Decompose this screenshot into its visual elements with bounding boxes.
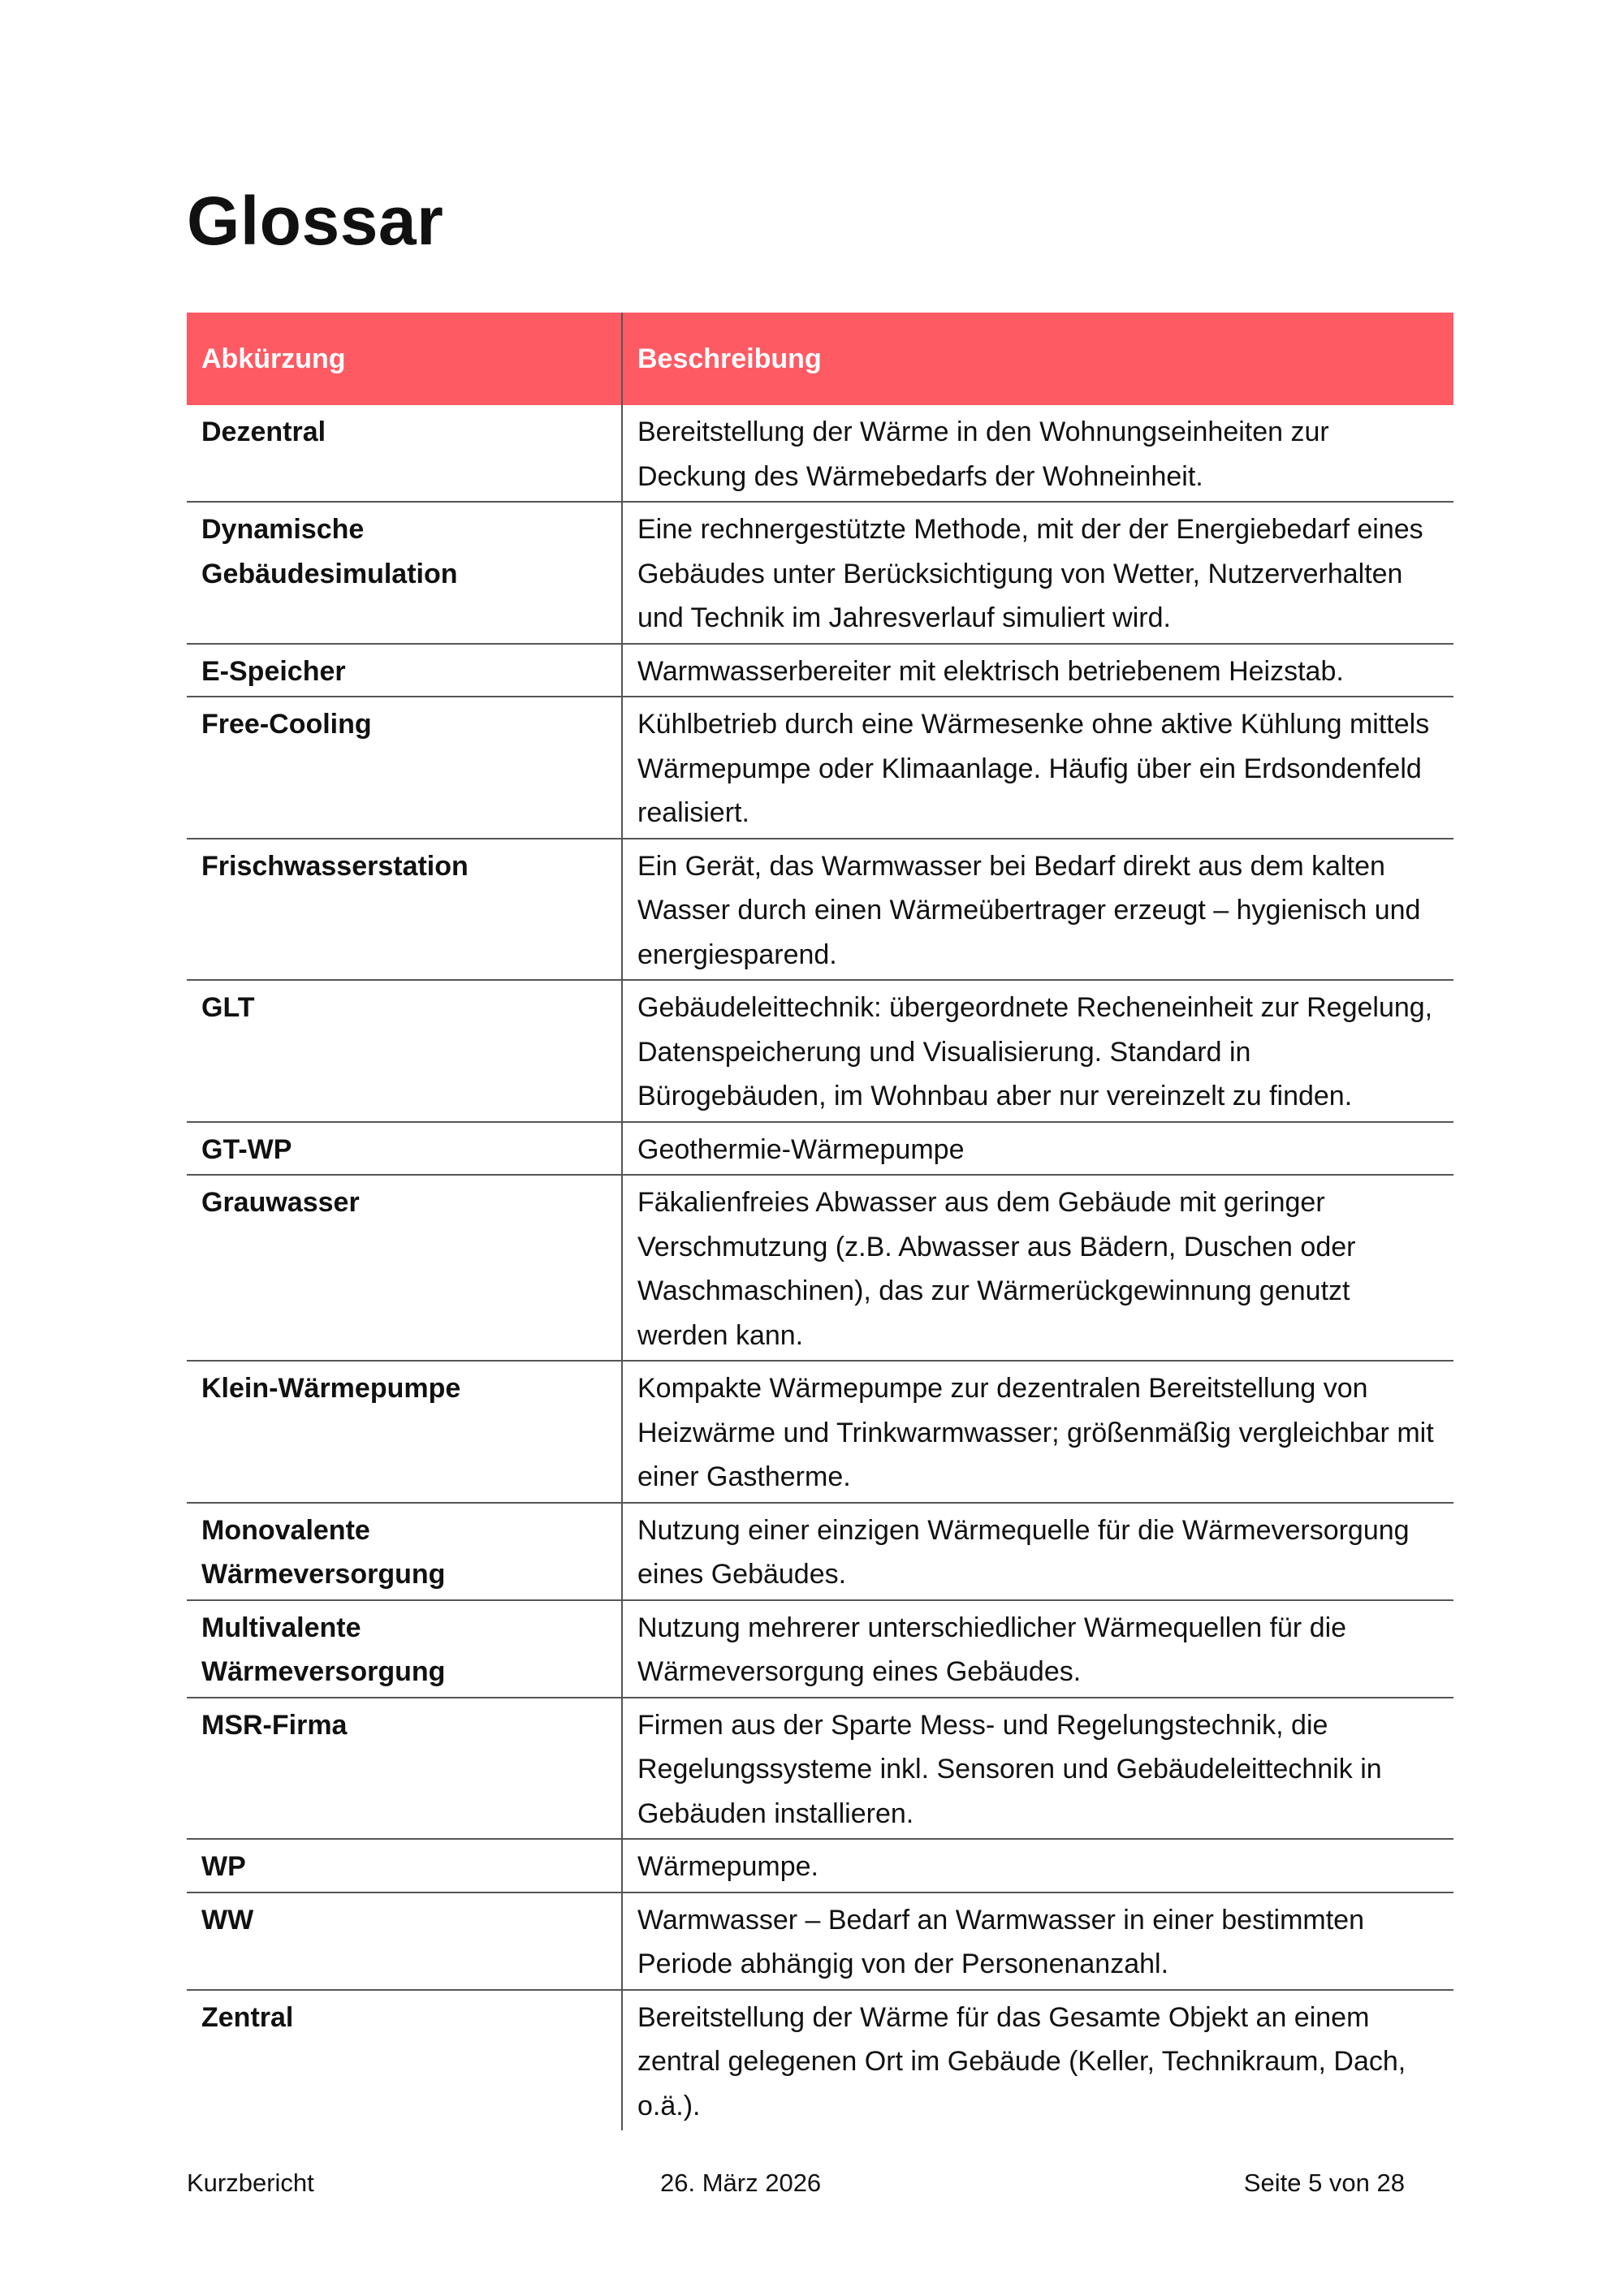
footer-page-number: Seite 5 von 28 — [1243, 2169, 1405, 2197]
glossary-term: Free-Cooling — [187, 697, 622, 839]
glossary-term: Grauwasser — [187, 1175, 622, 1361]
glossary-description: Bereitstellung der Wärme in den Wohnungseinheiten zur Deckung des Wärmebedarfs der Wohneinheit. — [622, 405, 1453, 502]
glossary-term: Klein-Wärmepumpe — [187, 1361, 622, 1503]
footer-date: 26. März 2026 — [660, 2169, 822, 2197]
page-title: Glossar — [187, 183, 444, 259]
table-row — [187, 405, 1453, 502]
glossary-description: Kompakte Wärmepumpe zur dezentralen Bereitstellung von Heizwärme und Trinkwarmwasser; größenmäßig vergleichbar mit einer Gastherme. — [622, 1361, 1453, 1503]
glossary-term: GLT — [187, 980, 622, 1122]
glossary-description: Nutzung einer einzigen Wärmequelle für die Wärmeversorgung eines Gebäudes. — [622, 1503, 1453, 1600]
glossary-term: WP — [187, 1839, 622, 1892]
table-row — [187, 697, 1453, 839]
table-row — [187, 644, 1453, 697]
glossary-term: WW — [187, 1892, 622, 1990]
glossary-description: Warmwasserbereiter mit elektrisch betriebenem Heizstab. — [622, 644, 1453, 697]
glossary-term: Multivalente Wärmeversorgung — [187, 1600, 622, 1698]
glossary-term: E-Speicher — [187, 644, 622, 697]
table-row — [187, 1990, 1453, 2131]
table-row — [187, 502, 1453, 644]
table-row — [187, 839, 1453, 981]
column-header-description: Beschreibung — [622, 313, 1453, 405]
glossary-description: Kühlbetrieb durch eine Wärmesenke ohne aktive Kühlung mittels Wärmepumpe oder Klimaanlage. Häufig über ein Erdsondenfeld realisiert. — [622, 697, 1453, 839]
glossary-term: Zentral — [201, 2001, 294, 2033]
glossary-description: Firmen aus der Sparte Mess- und Regelungstechnik, die Regelungssysteme inkl. Sensoren und Gebäudeleittechnik in Gebäuden installieren. — [622, 1698, 1453, 1840]
glossary-description: Bereitstellung der Wärme für das Gesamte Objekt an einem zentral gelegenen Ort im Gebäude (Keller, Technikraum, Dach, o.ä.). — [622, 1990, 1453, 2131]
table-row — [187, 1503, 1453, 1600]
table-row — [187, 1600, 1453, 1698]
table-row — [187, 1892, 1453, 1990]
glossary-description: Warmwasser – Bedarf an Warmwasser in einer bestimmten Periode abhängig von der Personenanzahl. — [622, 1892, 1453, 1990]
glossary-description: Fäkalienfreies Abwasser aus dem Gebäude mit geringer Verschmutzung (z.B. Abwasser aus Bädern, Duschen oder Waschmaschinen), das zur Wärmerückgewinnung genutzt werden kann. — [622, 1175, 1453, 1361]
glossary-term: Dezentral — [187, 405, 622, 502]
table-row — [187, 980, 1453, 1122]
page-footer — [187, 2164, 1405, 2202]
footer-report-type: Kurzbericht — [187, 2169, 314, 2197]
glossary-table — [187, 313, 1453, 2130]
glossary-term: MSR-Firma — [187, 1698, 622, 1840]
glossary-description: Nutzung mehrerer unterschiedlicher Wärmequellen für die Wärmeversorgung eines Gebäudes. — [622, 1600, 1453, 1698]
glossary-term: Monovalente Wärmeversorgung — [187, 1503, 622, 1600]
table-row — [187, 1361, 1453, 1503]
glossary-term: Frischwasserstation — [187, 839, 622, 981]
glossary-term: Dynamische Gebäudesimulation — [187, 502, 622, 644]
glossary-description: Wärmepumpe. — [622, 1839, 1453, 1892]
glossary-description: Ein Gerät, das Warmwasser bei Bedarf direkt aus dem kalten Wasser durch einen Wärmeübertrager erzeugt – hygienisch und energiesparend. — [622, 839, 1453, 981]
table-row — [187, 1175, 1453, 1361]
table-row — [187, 1839, 1453, 1892]
glossary-description: Geothermie-Wärmepumpe — [622, 1122, 1453, 1176]
glossary-description: Eine rechnergestützte Methode, mit der der Energiebedarf eines Gebäudes unter Berücksichtigung von Wetter, Nutzerverhalten und Technik im Jahresverlauf simuliert wird. — [622, 502, 1453, 644]
table-header-row — [187, 313, 1453, 405]
glossary-description: Gebäudeleittechnik: übergeordnete Recheneinheit zur Regelung, Datenspeicherung und Visualisierung. Standard in Bürogebäuden, im Wohnbau aber nur vereinzelt zu finden. — [622, 980, 1453, 1122]
table-row — [187, 1698, 1453, 1840]
glossary-term: GT-WP — [187, 1122, 622, 1176]
table-row — [187, 1122, 1453, 1176]
column-header-abbreviation: Abkürzung — [187, 313, 622, 405]
